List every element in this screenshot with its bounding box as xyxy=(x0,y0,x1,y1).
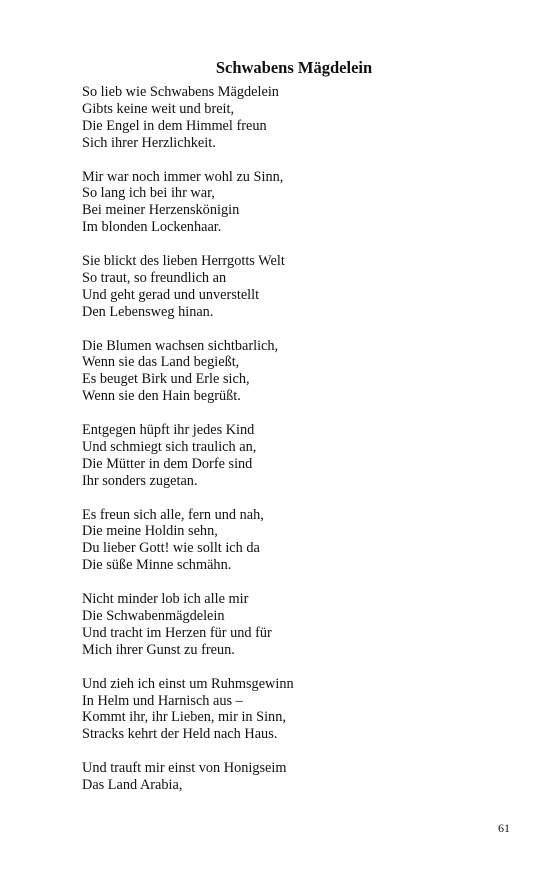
poem-line: Es freun sich alle, fern und nah, xyxy=(82,506,264,523)
poem-line: So lieb wie Schwabens Mägdelein xyxy=(82,84,279,100)
stanza xyxy=(82,169,502,237)
poem-line: Und tracht im Herzen für und für xyxy=(82,624,272,641)
poem-body xyxy=(82,84,502,811)
poem-line: Im blonden Lockenhaar. xyxy=(82,219,222,236)
poem-line: Kommt ihr, ihr Lieben, mir in Sinn, xyxy=(82,709,286,726)
poem-line: Die Engel in dem Himmel freun xyxy=(82,117,267,134)
stanza xyxy=(82,676,502,744)
poem-line: Sich ihrer Herzlichkeit. xyxy=(82,134,216,151)
poem-title: Schwabens Mägdelein xyxy=(215,58,373,77)
poem-line: So lang ich bei ihr war, xyxy=(82,185,215,202)
poem-line: Sie blickt des lieben Herrgotts Welt xyxy=(82,253,285,270)
poem-line: Ihr sonders zugetan. xyxy=(82,472,198,489)
stanza xyxy=(82,253,502,321)
poem-line: In Helm und Harnisch aus – xyxy=(82,692,243,709)
stanza xyxy=(82,84,502,152)
poem-line: Und trauft mir einst von Honigseim xyxy=(82,760,287,777)
poem-line: So traut, so freundlich an xyxy=(82,269,227,286)
stanza xyxy=(82,338,502,406)
page-number: 61 xyxy=(498,821,510,835)
poem-line: Mich ihrer Gunst zu freun. xyxy=(82,641,235,658)
poem-line: Wenn sie den Hain begrüßt. xyxy=(82,388,241,405)
poem-line: Und zieh ich einst um Ruhmsgewinn xyxy=(82,675,294,692)
poem-line: Das Land Arabia, xyxy=(82,777,183,794)
poem-line: Gibts keine weit und breit, xyxy=(82,100,235,117)
poem-line: Stracks kehrt der Held nach Haus. xyxy=(82,726,278,743)
poem-line: Die Mütter in dem Dorfe sind xyxy=(82,455,253,472)
poem-line: Die Schwabenmägdelein xyxy=(82,608,225,624)
stanza xyxy=(82,507,502,575)
poem-line: Bei meiner Herzenskönigin xyxy=(82,202,240,219)
poem-line: Und schmiegt sich traulich an, xyxy=(82,438,257,455)
poem-line: Und geht gerad und unverstellt xyxy=(82,286,260,303)
stanza xyxy=(82,760,502,794)
poem-line: Den Lebensweg hinan. xyxy=(82,303,214,320)
poem-line: Entgegen hüpft ihr jedes Kind xyxy=(82,422,255,439)
poem-line: Nicht minder lob ich alle mir xyxy=(82,591,249,608)
stanza xyxy=(82,591,502,659)
poem-line: Die süße Minne schmähn. xyxy=(82,557,232,574)
stanza xyxy=(82,422,502,490)
poem-line: Wenn sie das Land begießt, xyxy=(82,354,240,371)
poem-line: Die Blumen wachsen sichtbarlich, xyxy=(82,337,279,354)
poem-line: Du lieber Gott! wie sollt ich da xyxy=(82,540,260,557)
poem-line: Es beuget Birk und Erle sich, xyxy=(82,371,250,388)
poem-line: Mir war noch immer wohl zu Sinn, xyxy=(82,168,284,185)
poem-line: Die meine Holdin sehn, xyxy=(82,523,218,540)
